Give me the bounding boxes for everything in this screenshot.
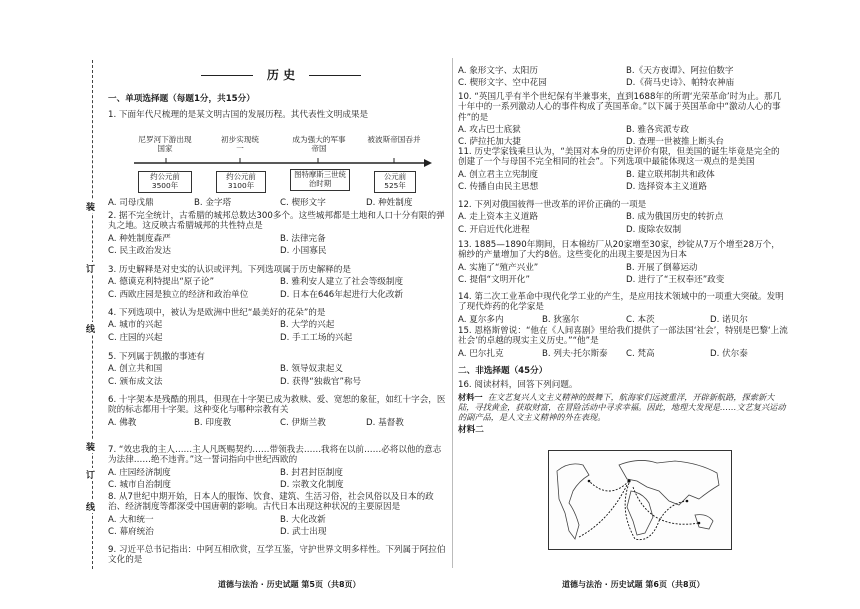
- timeline-label: 被波斯帝国吞并: [367, 135, 421, 144]
- option[interactable]: D. 进行了“王权奉还”政变: [626, 274, 725, 285]
- question-stem: 11. 历史学家钱乘旦认为，“美国对本身的历史评价有限，但美国的诞生毕竟是完全的创建了一个与母国不完全相同的社会”。下列选项中最能体现这一观点的是美国: [458, 147, 780, 168]
- option[interactable]: C. 颁布成文法: [108, 376, 163, 387]
- question-9: [108, 545, 446, 566]
- option[interactable]: B. 成为俄国历史的转折点: [626, 212, 724, 223]
- question-6: [108, 395, 446, 430]
- question-3: [108, 265, 446, 302]
- timeline-date: 公元前525年: [374, 171, 416, 193]
- option[interactable]: D. 基督教: [366, 417, 404, 428]
- binding-marks: [86, 200, 100, 540]
- question-10: [458, 92, 788, 150]
- question-1: [108, 110, 446, 120]
- question-15: [458, 326, 788, 361]
- question-9-options: [458, 64, 788, 91]
- option[interactable]: B.《天方夜谭》、阿拉伯数字: [626, 66, 734, 76]
- question-1-options: [108, 196, 446, 210]
- option[interactable]: A. 巴尔扎克: [458, 348, 504, 359]
- question-stem: 12. 下列对俄国彼得一世改革的评价正确的一项是: [458, 200, 647, 210]
- question-stem: 3. 历史解释是对史实的认识或评判。下列选项属于历史解释的是: [108, 265, 351, 275]
- option[interactable]: C. 传播自由民主思想: [458, 181, 539, 192]
- timeline-label: 初步实现统一: [221, 135, 259, 154]
- timeline-label: 尼罗河下游出现国家: [138, 135, 192, 154]
- question-stem: 7. “效忠我的主人……主人凡既赐契约……带领我去……我将在以前……必将以他的意志为法律……绝不违背。”这一誓词指向中世纪西欧的: [108, 445, 442, 466]
- option[interactable]: C. 楔形文字、空中花园: [458, 78, 547, 89]
- question-4: [108, 308, 446, 345]
- timeline-label: 成为强大的军事帝国: [292, 135, 346, 154]
- question-7: [108, 445, 446, 492]
- option[interactable]: A. 城市的兴起: [108, 320, 163, 331]
- option[interactable]: A. 走上资本主义道路: [458, 212, 538, 223]
- world-map-figure: [548, 450, 732, 550]
- timeline-date: 约公元前3500年: [138, 171, 192, 193]
- question-stem: 6. 十字架本是残酷的刑具，但现在十字架已成为救赎、爱、宽恕的象征，如红十字会，医院的标志都用十字架。这种变化与哪种宗教有关: [108, 395, 446, 416]
- option[interactable]: C. 梵高: [626, 348, 655, 359]
- question-13: [458, 240, 788, 287]
- world-map-svg: [549, 451, 731, 549]
- binding-char: 装: [86, 200, 95, 213]
- option[interactable]: D. 手工工场的兴起: [280, 332, 353, 343]
- option[interactable]: A. 德谟克利特提出“原子论”: [108, 277, 215, 288]
- option[interactable]: D. 宗教文化制度: [280, 479, 344, 490]
- option[interactable]: B. 金字塔: [194, 198, 232, 208]
- page-title: 历 史: [186, 68, 376, 82]
- option[interactable]: B. 封君封臣制度: [280, 467, 343, 478]
- option[interactable]: C. 庄园的兴起: [108, 332, 163, 343]
- question-11: [458, 147, 788, 194]
- question-stem: 8. 从7世纪中期开始，日本人的服饰、饮食、建筑、生活习俗，社会风俗以及日本的政治、经济制度等都深受中国唐朝的影响。古代日本出现这种状况的主要原因是: [108, 492, 434, 513]
- option[interactable]: C. 城市自治制度: [108, 479, 172, 490]
- option[interactable]: B. 列夫·托尔斯泰: [542, 348, 608, 359]
- option[interactable]: B. 印度教: [194, 417, 232, 428]
- timeline-date: 图特摩斯三世统治时期: [290, 169, 350, 191]
- option[interactable]: D. 诺贝尔: [710, 314, 748, 325]
- question-stem: 16. 阅读材料，回答下列问题。: [458, 380, 578, 390]
- option[interactable]: A. 佛教: [108, 417, 137, 428]
- option[interactable]: A. 创立君主立宪制度: [458, 169, 538, 180]
- option[interactable]: D. 日本在646年起进行大化改新: [280, 289, 404, 300]
- option[interactable]: D. 种姓制度: [366, 198, 413, 208]
- option[interactable]: A. 夏尔多内: [458, 314, 504, 325]
- question-14: [458, 292, 788, 327]
- option[interactable]: D. 废除农奴制: [626, 224, 682, 235]
- binding-char: 线: [86, 322, 95, 335]
- option[interactable]: D. 查理一世被推上断头台: [626, 137, 725, 148]
- option[interactable]: B. 大学的兴起: [280, 320, 335, 331]
- page-footer: 道德与法治 · 历史试题 第5页（共8页）: [218, 580, 361, 590]
- question-stem: 13. 1885—1890年期间，日本棉纺厂从20家增至30家，纱锭从7万个增至28万个，棉纱的产量增加了大约8倍。这些变化的出现主要是因为日本: [458, 240, 780, 261]
- question-stem: 10. “英国几乎有半个世纪保有半兼事来，直到1688年的所谓‘光荣革命’时为止。那几十年中的一系列激动人心的事件构成了英国革命。”以下属于英国革命中“激动人心的事件”的是: [458, 92, 782, 123]
- question-2: [108, 211, 446, 258]
- option[interactable]: C. 伊斯兰教: [280, 417, 326, 428]
- option[interactable]: D. 选择资本主义道路: [626, 181, 707, 192]
- option[interactable]: A. 司母戊鼎: [108, 198, 154, 208]
- section-heading: 二、非选择题（45分）: [458, 366, 548, 376]
- option[interactable]: B. 法律完备: [280, 233, 326, 244]
- binding-char: 装: [86, 440, 95, 453]
- question-stem: 9. 习近平总书记指出：中阿互相欣赏，互学互鉴，守护世界文明多样性。下列属于阿拉伯文化的是: [108, 545, 446, 566]
- question-5: [108, 352, 446, 389]
- option[interactable]: C. 提倡“文明开化”: [458, 274, 530, 285]
- option[interactable]: B. 雅利安人建立了社会等级制度: [280, 277, 404, 288]
- option[interactable]: A. 攻占巴士底狱: [458, 124, 521, 135]
- material-1: [458, 393, 788, 423]
- section-heading: 一、单项选择题（每题1分，共15分）: [108, 94, 255, 104]
- question-stem: 2. 据不完全统计，古希腊的城邦总数达300多个。这些城邦都是土地和人口十分有限的弹丸之地。这反映古希腊城邦的共性特点是: [108, 211, 445, 232]
- question-stem: 14. 第二次工业革命中现代化学工业的产生，是应用技术领域中的一项重大突破。发明了现代炸药的化学家是: [458, 292, 784, 313]
- binding-char: 订: [86, 262, 95, 275]
- question-12: [458, 200, 788, 237]
- material-text: 在文艺复兴人文主义精神的鼓舞下，航海家们远渡重洋，开辟新航路，探索新大陆，寻找黄金，获取财富，在冒险活动中寻求幸福。因此，地理大发现是……文艺复兴运动的副产品，是人文主义精神的外在表现。: [458, 392, 786, 422]
- timeline-chart: [128, 135, 438, 190]
- page-divider: [452, 58, 453, 568]
- option[interactable]: D. 伏尔泰: [710, 348, 748, 359]
- question-stem: 4. 下列选项中，被认为是欧洲中世纪“最美好的花朵”的是: [108, 308, 326, 318]
- option[interactable]: D. 武士出现: [280, 526, 327, 537]
- timeline-axis: [128, 155, 438, 171]
- option[interactable]: B. 狄塞尔: [542, 314, 580, 325]
- option[interactable]: C. 开启近代化进程: [458, 224, 530, 235]
- binding-char: 订: [86, 468, 95, 481]
- option[interactable]: C. 西欧庄园是独立的经济和政治单位: [108, 289, 249, 300]
- option[interactable]: C. 楔形文字: [280, 198, 326, 208]
- question-8: [108, 492, 446, 539]
- option[interactable]: D.《荷马史诗》、帕特农神庙: [626, 78, 735, 89]
- option[interactable]: B. 雅各宾派专政: [626, 124, 689, 135]
- option[interactable]: D. 小国寡民: [280, 245, 327, 256]
- option[interactable]: A. 庄园经济制度: [108, 467, 171, 478]
- material-label: 材料二: [458, 424, 484, 435]
- option[interactable]: A. 创立共和国: [108, 364, 163, 375]
- option[interactable]: D. 获得“独裁官”称号: [280, 376, 362, 387]
- option[interactable]: C. 幕府统治: [108, 526, 154, 537]
- option[interactable]: B. 领导奴隶起义: [280, 364, 343, 375]
- left-page: [108, 0, 446, 609]
- question-stem: 1. 下面年代尺梳理的是某文明古国的发展历程。其代表性文明成果是: [108, 110, 369, 120]
- question-16: [458, 380, 788, 435]
- binding-char: 线: [86, 500, 95, 513]
- option[interactable]: B. 建立联邦制共和政体: [626, 169, 715, 180]
- material-label: 材料一: [458, 392, 483, 403]
- option[interactable]: C. 民主政治发达: [108, 245, 172, 256]
- option[interactable]: C. 本茨: [626, 314, 655, 325]
- question-stem: 5. 下列属于凯撒的事迹有: [108, 352, 205, 362]
- question-stem: 15. 恩格斯曾说：“他在《人间喜剧》里给我们提供了一部法国‘社会’，特别是巴黎‘上流社会’的卓越的现实主义历史。”“他”是: [458, 326, 788, 347]
- option[interactable]: A. 象形文字、太阳历: [458, 66, 538, 76]
- option[interactable]: A. 实施了“殖产兴业”: [458, 262, 539, 273]
- page-footer: 道德与法治 · 历史试题 第6页（共8页）: [562, 580, 705, 590]
- option[interactable]: A. 种姓制度森严: [108, 233, 171, 244]
- timeline-date: 约公元前3100年: [216, 171, 266, 193]
- option[interactable]: A. 大和统一: [108, 514, 154, 525]
- option[interactable]: B. 大化改新: [280, 514, 326, 525]
- option[interactable]: C. 萨拉托加大捷: [458, 137, 522, 148]
- option[interactable]: B. 开展了倒幕运动: [626, 262, 698, 273]
